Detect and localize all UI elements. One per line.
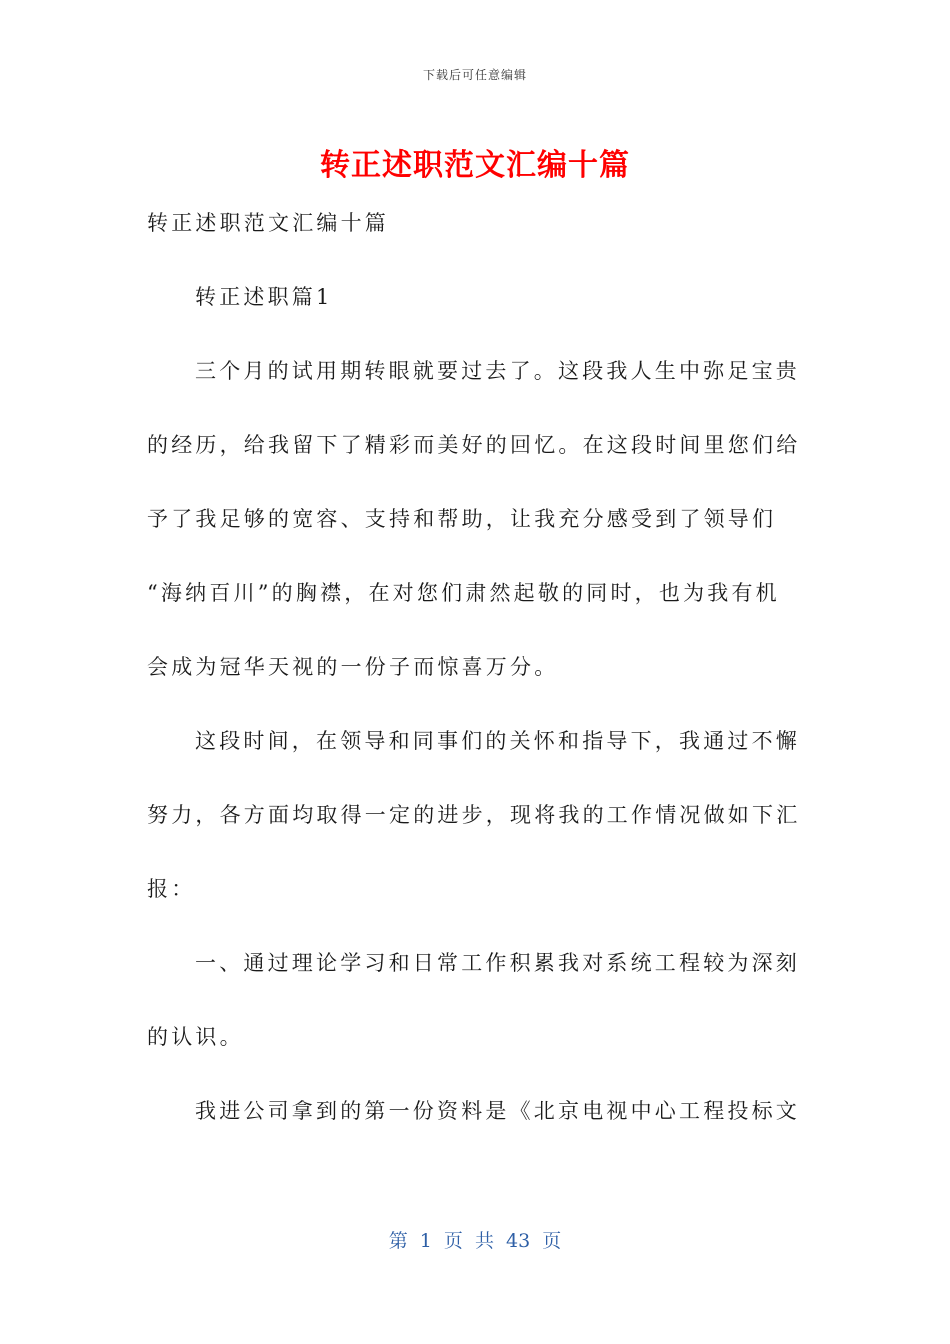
body-line: 三个月的试用期转眼就要过去了。这段我人生中弥足宝贵	[195, 359, 800, 383]
body-line: 会成为冠华天视的一份子而惊喜万分。	[147, 655, 559, 679]
footer-middle: 页 共	[443, 1230, 494, 1252]
footer-page-number: 1	[419, 1230, 432, 1252]
body-line: 一、通过理论学习和日常工作积累我对系统工程较为深刻	[195, 951, 800, 975]
body-line: 的认识。	[147, 1025, 244, 1049]
body-line: 转正述职篇1	[195, 285, 333, 309]
footer-total-pages: 43	[506, 1230, 531, 1252]
document-title: 转正述职范文汇编十篇	[320, 148, 630, 183]
body-line: 转正述职范文汇编十篇	[147, 211, 389, 235]
body-line: 努力，各方面均取得一定的进步，现将我的工作情况做如下汇	[147, 803, 801, 827]
footer-prefix: 第	[388, 1230, 408, 1252]
footer-suffix: 页	[542, 1230, 562, 1252]
body-line: 这段时间，在领导和同事们的关怀和指导下，我通过不懈	[195, 729, 800, 753]
body-line: 我进公司拿到的第一份资料是《北京电视中心工程投标文	[195, 1099, 800, 1123]
header-note: 下载后可任意编辑	[422, 68, 527, 82]
document-body	[147, 186, 801, 1148]
body-line: 的经历，给我留下了精彩而美好的回忆。在这段时间里您们给	[147, 433, 801, 457]
body-line: 报：	[147, 877, 196, 901]
body-line: “海纳百川”的胸襟，在对您们肃然起敬的同时，也为我有机	[147, 581, 780, 605]
page-footer	[0, 1226, 950, 1253]
body-line: 予了我足够的宽容、支持和帮助，让我充分感受到了领导们	[147, 507, 777, 531]
